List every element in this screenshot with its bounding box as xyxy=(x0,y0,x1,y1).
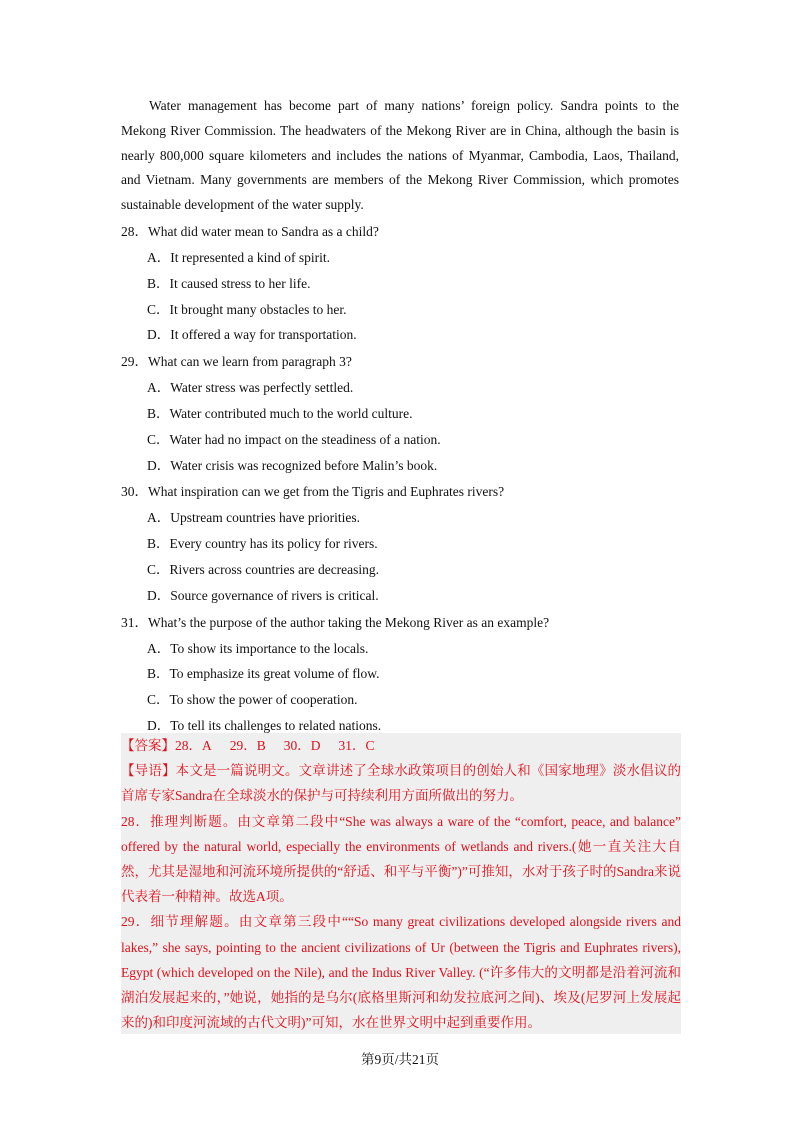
option-c: C．Rivers across countries are decreasing. xyxy=(147,561,380,577)
guide-text: 本文是一篇说明文。文章讲述了全球水政策项目的创始人和《国家地理》淡水倡议的首席专家Sandra在全球淡水的保护与可持续利用方面所做出的努力。 xyxy=(121,763,682,804)
option-b: B．Every country has its policy for rivers. xyxy=(147,536,378,552)
option-a: A．It represented a kind of spirit. xyxy=(147,249,330,265)
question-28 xyxy=(121,219,679,348)
option-b: B．It caused stress to her life. xyxy=(147,275,311,291)
question-stem: 30．What inspiration can we get from the Tigris and Euphrates rivers? xyxy=(121,484,505,500)
option-d: D．Source governance of rivers is critical. xyxy=(147,587,379,603)
question-29 xyxy=(121,349,679,478)
option-a: A．To show its importance to the locals. xyxy=(147,640,369,656)
passage-and-questions xyxy=(121,94,679,739)
question-30 xyxy=(121,479,679,608)
question-stem: 29．What can we learn from paragraph 3? xyxy=(121,354,352,370)
question-stem: 28．What did water mean to Sandra as a child? xyxy=(121,223,379,239)
option-d: D．To tell its challenges to related nations. xyxy=(147,717,382,733)
explanation-28: 28．推理判断题。由文章第二段中“She was always a ware of the “comfort, peace, and balance” offered by the natural world, especially the environments of wetlands and rivers.(她一直关注大自然，尤其是湿地和河流环境所提供的“舒适、和平与平衡”)”可推知，水对于孩子时的Sandra来说代表着一种精神。故选A项。 xyxy=(121,813,681,905)
guide-label: 【导语】 xyxy=(121,763,176,779)
guide-paragraph xyxy=(121,758,681,808)
answer-label: 【答案】 xyxy=(121,738,175,753)
answer-item: 31．C xyxy=(338,738,375,753)
page-footer: 第9页/共21页 xyxy=(360,1052,439,1067)
explanation-29: 29．细节理解题。由文章第三段中““So many great civilizations developed alongside rivers and lakes,” she says, pointing to the ancient civilizations of Ur (between the Tigris and Euphrates rivers), Egypt (which developed on the Nile), and the Indus River Valley. (“许多伟大的文明都是沿着河流和湖泊发展起来的，”她说，她指的是乌尔(底格里斯河和幼发拉底河之间)、埃及(尼罗河上发展起来的)和印度河流域的古代文明)”可知，水在世界文明中起到重要作用。 xyxy=(121,914,681,1031)
option-c: C．It brought many obstacles to her. xyxy=(147,301,347,317)
question-stem: 31．What’s the purpose of the author taking the Mekong River as an example? xyxy=(121,614,550,630)
answer-item: 28．A xyxy=(175,738,212,753)
question-31 xyxy=(121,610,679,739)
answer-explanation-box xyxy=(121,733,681,1034)
option-d: D．Water crisis was recognized before Malin’s book. xyxy=(147,457,438,473)
option-c: C．To show the power of cooperation. xyxy=(147,692,358,708)
answer-item: 30．D xyxy=(283,738,321,753)
answer-line xyxy=(121,733,681,758)
option-a: A．Upstream countries have priorities. xyxy=(147,510,360,526)
passage-paragraph: Water management has become part of many nations’ foreign policy. Sandra points to the Mekong River Commission. The headwaters of the Mekong River are in China, although the basin is nearly 800,000 square kilometers and includes the nations of Myanmar, Cambodia, Laos, Thailand, and Vietnam. Many governments are members of the Mekong River Commission, which promotes sustainable development of the water supply. xyxy=(121,98,679,213)
option-b: B．Water contributed much to the world culture. xyxy=(147,405,413,421)
answer-item: 29．B xyxy=(229,738,266,753)
option-b: B．To emphasize its great volume of flow. xyxy=(147,666,380,682)
option-c: C．Water had no impact on the steadiness of a nation. xyxy=(147,431,441,447)
option-a: A．Water stress was perfectly settled. xyxy=(147,380,354,396)
option-d: D．It offered a way for transportation. xyxy=(147,327,357,343)
